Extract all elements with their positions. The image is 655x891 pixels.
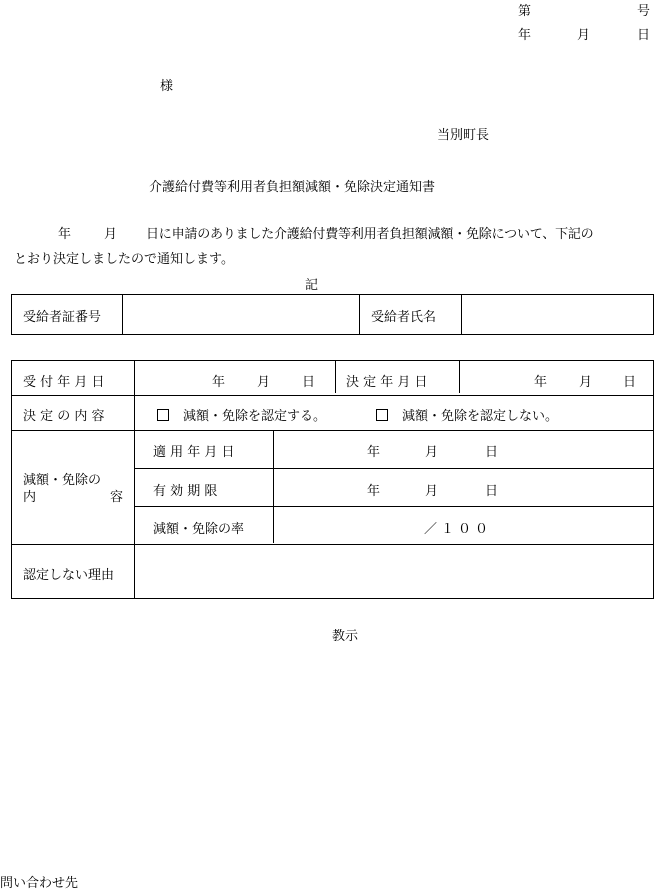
body-month: 月 <box>104 227 118 242</box>
ki-heading: 記 <box>305 278 319 293</box>
valid-month: 月 <box>425 484 439 499</box>
issue-date-year: 年 <box>518 28 532 43</box>
reject-option[interactable] <box>376 405 558 424</box>
reject-option-label: 減額・免除を認定しない。 <box>402 409 559 424</box>
issue-date-day: 日 <box>637 28 651 43</box>
approve-option[interactable] <box>157 405 326 424</box>
received-date-label: 受 付 年 月 日 <box>23 375 105 390</box>
decision-content-label: 決 定 の 内 容 <box>23 409 105 424</box>
number-prefix: 第 <box>518 4 532 19</box>
cert-number-label: 受給者証番号 <box>23 310 102 325</box>
approve-checkbox[interactable] <box>157 409 169 421</box>
decided-day: 日 <box>623 375 637 390</box>
valid-year: 年 <box>367 484 381 499</box>
rate-value: ／１００ <box>424 522 493 537</box>
apply-month: 月 <box>425 445 439 460</box>
approve-option-label: 減額・免除を認定する。 <box>183 409 327 424</box>
issue-date-month: 月 <box>577 28 591 43</box>
addressee-suffix: 様 <box>160 79 174 94</box>
number-suffix: 号 <box>637 4 651 19</box>
contact-label: 問い合わせ先 <box>0 876 79 891</box>
body-year: 年 <box>58 227 72 242</box>
rate-label: 減額・免除の率 <box>153 522 245 537</box>
body-line1: 日に申請のありました介護給付費等利用者負担額減額・免除について、下記の <box>146 227 594 242</box>
received-day: 日 <box>302 375 316 390</box>
apply-year: 年 <box>367 445 381 460</box>
issuer: 当別町長 <box>437 128 490 143</box>
reduction-content-label-line1: 減額・免除の <box>23 473 102 488</box>
received-year: 年 <box>212 375 226 390</box>
recipient-table <box>11 294 654 335</box>
rejection-reason-label: 認定しない理由 <box>23 568 115 583</box>
reject-checkbox[interactable] <box>376 409 388 421</box>
valid-period-label: 有 効 期 限 <box>153 484 218 499</box>
reduction-content-label-line2b: 容 <box>110 490 124 505</box>
recipient-name-label: 受給者氏名 <box>371 310 437 325</box>
instruction-heading: 教示 <box>332 629 359 644</box>
apply-date-label: 適 用 年 月 日 <box>153 445 235 460</box>
decision-table <box>11 360 654 599</box>
decided-month: 月 <box>579 375 593 390</box>
decided-date-label: 決 定 年 月 日 <box>346 375 428 390</box>
apply-day: 日 <box>485 445 499 460</box>
received-month: 月 <box>257 375 271 390</box>
body-line2: とおり決定しましたので通知します。 <box>14 252 234 267</box>
document-title: 介護給付費等利用者負担額減額・免除決定通知書 <box>149 180 436 195</box>
decided-year: 年 <box>534 375 548 390</box>
reduction-content-label-line2a: 内 <box>23 490 37 505</box>
valid-day: 日 <box>485 484 499 499</box>
